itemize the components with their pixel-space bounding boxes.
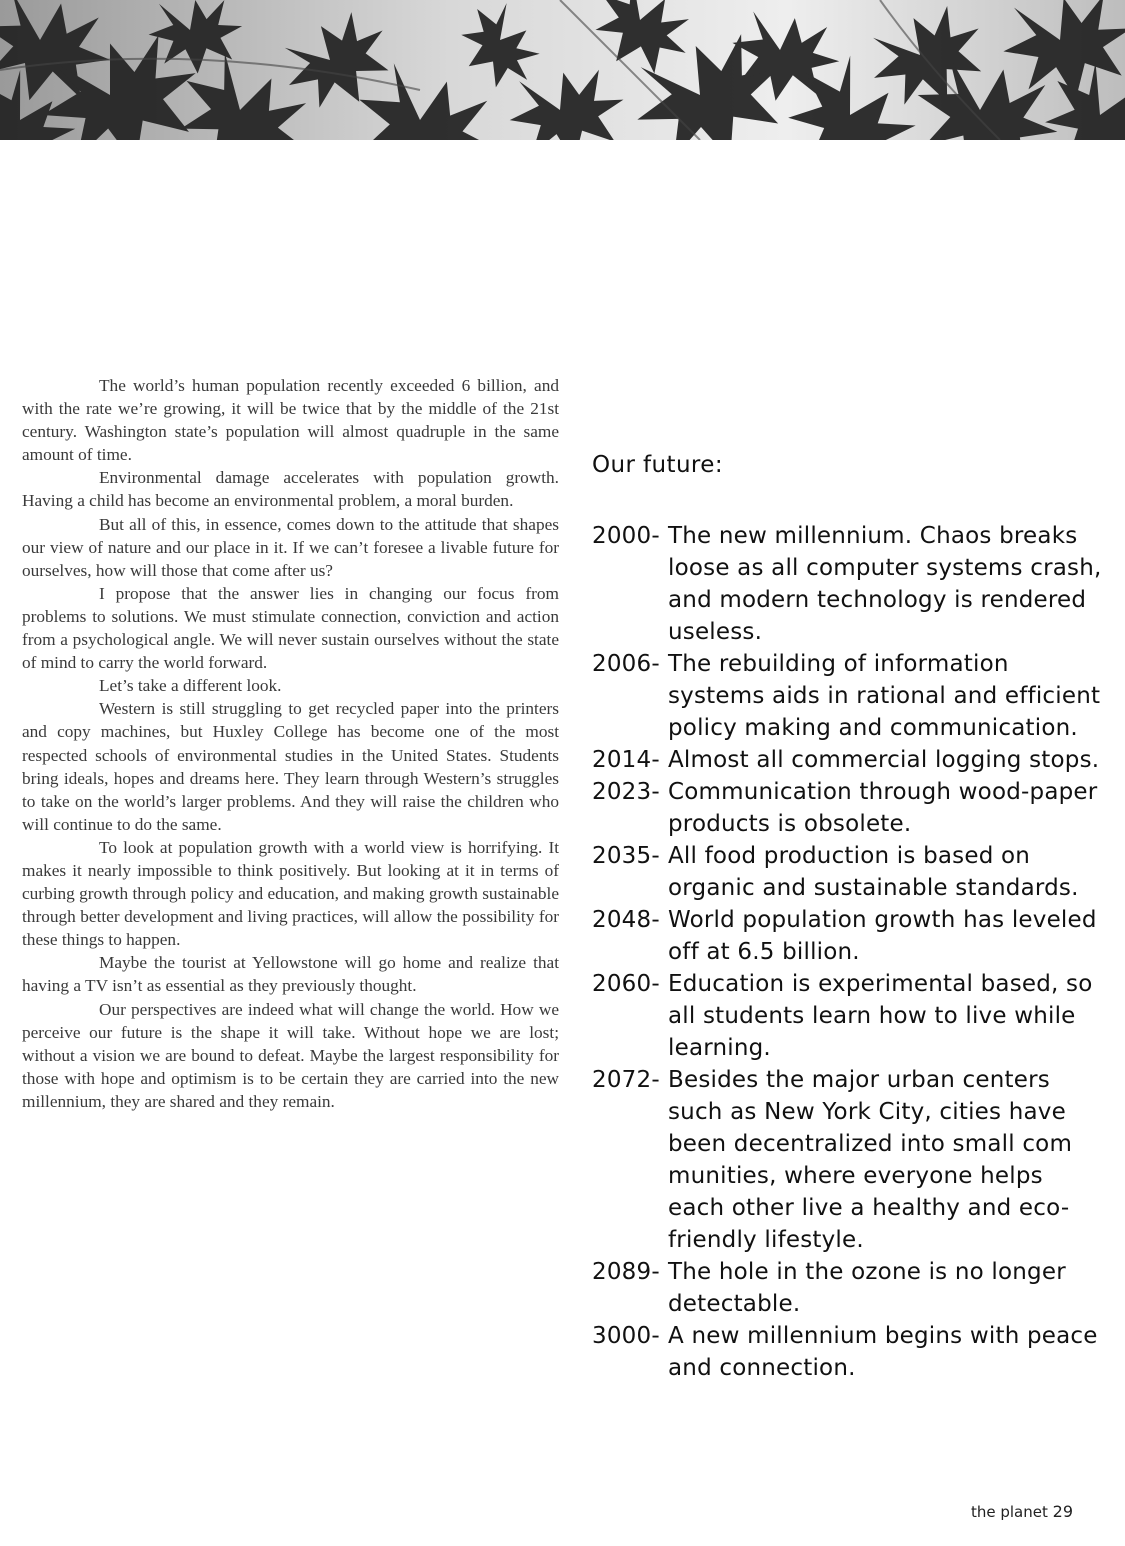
timeline-entry — [592, 1320, 1104, 1384]
timeline-entry — [592, 776, 1104, 840]
timeline-text: The rebuilding of information systems aids in rational and efficient policy making and communication. — [668, 651, 1101, 741]
timeline-entry — [592, 648, 1104, 744]
essay-paragraph: To look at population growth with a world view is horrifying. It makes it nearly impossible to think positively. But looking at it in terms of curbing growth through policy and education, and making growth sustainable through better development and living practices, will allow the possibility for these things to happen. — [22, 837, 559, 950]
timeline-text: Besides the major urban centers such as New York City, cities have been decentralized into small com munities, where everyone helps each other live a healthy and eco-friendly lifestyle. — [668, 1067, 1073, 1253]
essay-paragraph: Our perspectives are indeed what will change the world. How we perceive our future is the shape it will take. Without hope we are lost; without a vision we are bound to defeat. Maybe the largest responsibility for those with hope and optimism is to be certain they are carried into the new millennium, they are shared and they remain. — [22, 999, 559, 1111]
timeline-text: The hole in the ozone is no longer detectable. — [668, 1259, 1066, 1317]
timeline-year: 2072- — [592, 1067, 660, 1093]
timeline-text: Education is experimental based, so all students learn how to live while learning. — [668, 971, 1093, 1061]
timeline-heading: Our future: — [592, 452, 723, 478]
timeline-text: Communication through wood-paper products is obsolete. — [668, 779, 1098, 837]
timeline-year: 2014- — [592, 747, 660, 773]
timeline-text: World population growth has leveled off at 6.5 billion. — [668, 907, 1097, 965]
timeline-year: 2000- — [592, 523, 660, 549]
timeline-entry — [592, 744, 1104, 776]
essay-paragraph: Maybe the tourist at Yellowstone will go home and realize that having a TV isn’t as essential as they previously thought. — [22, 953, 559, 996]
timeline-entry — [592, 520, 1104, 648]
timeline-entry — [592, 840, 1104, 904]
timeline-entry — [592, 1064, 1104, 1256]
essay-paragraph: Environmental damage accelerates with population growth. Having a child has become an environmental problem, a moral burden. — [22, 468, 559, 511]
leaf-banner-image — [0, 0, 1125, 140]
essay-paragraph: Let’s take a different look. — [99, 676, 282, 696]
timeline-entry — [592, 968, 1104, 1064]
timeline-year: 2006- — [592, 651, 660, 677]
essay-column — [22, 374, 559, 1113]
timeline-entry — [592, 1256, 1104, 1320]
timeline-year: 3000- — [592, 1323, 660, 1349]
timeline-year: 2048- — [592, 907, 660, 933]
essay-paragraph: But all of this, in essence, comes down to the attitude that shapes our view of nature and our place in it. If we can’t foresee a livable future for ourselves, how will those that come after us? — [22, 514, 559, 580]
timeline-year: 2089- — [592, 1259, 660, 1285]
essay-paragraph: Western is still struggling to get recycled paper into the printers and copy machines, but Huxley College has become one of the most respected schools of environmental studies in the United States. Students bring ideals, hopes and dreams here. They learn through Western’s struggles to take on the world’s larger problems. And they will raise the children who will continue to do the same. — [22, 699, 559, 834]
page-number: 29 — [1052, 1502, 1073, 1521]
timeline-entry — [592, 904, 1104, 968]
essay-paragraph: I propose that the answer lies in changing our focus from problems to solutions. We must stimulate connection, conviction and action from a psychological angle. We will never sustain ourselves without the state of mind to carry the world forward. — [22, 583, 559, 673]
timeline-text: All food production is based on organic and sustainable standards. — [668, 843, 1079, 901]
timeline-year: 2035- — [592, 843, 660, 869]
timeline-text: A new millennium begins with peace and connection. — [668, 1323, 1098, 1381]
future-timeline — [592, 450, 1104, 1384]
timeline-text: The new millennium. Chaos breaks loose as all computer systems crash, and modern technology is rendered useless. — [668, 523, 1102, 645]
publication-name: the planet — [970, 1503, 1048, 1521]
timeline-year: 2060- — [592, 971, 660, 997]
page-footer — [971, 1502, 1073, 1521]
essay-paragraph: The world’s human population recently exceeded 6 billion, and with the rate we’re growing, it will be twice that by the middle of the 21st century. Washington state’s population will almost quadruple in the same amount of time. — [22, 376, 559, 465]
timeline-year: 2023- — [592, 779, 660, 805]
timeline-text: Almost all commercial logging stops. — [668, 747, 1100, 773]
